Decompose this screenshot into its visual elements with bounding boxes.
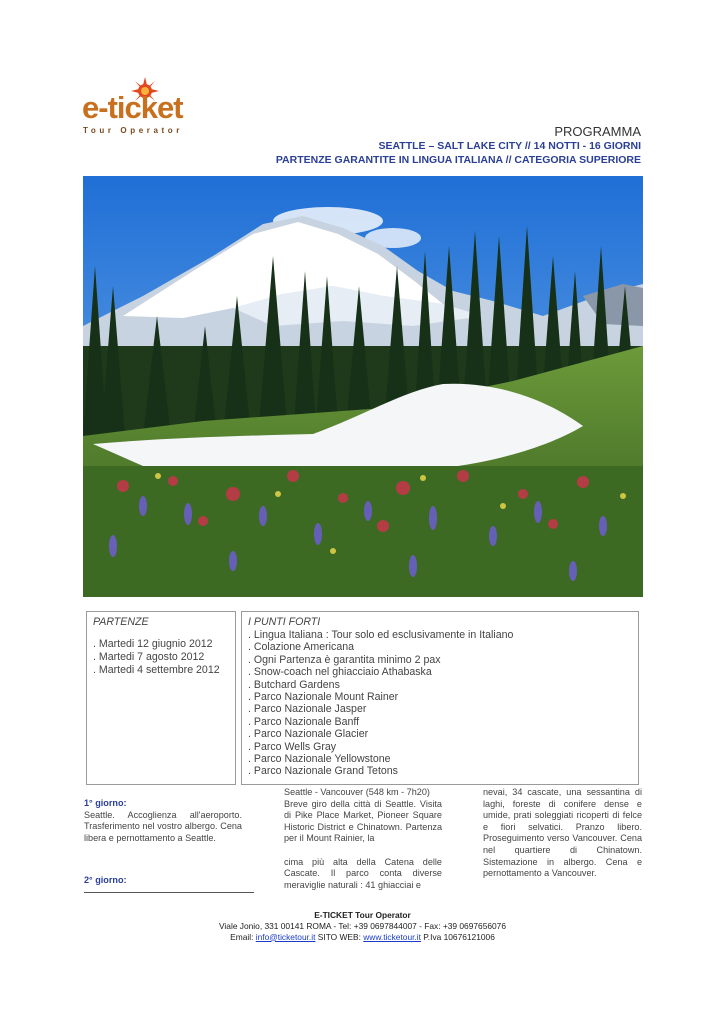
company-logo: [80, 72, 190, 142]
highlight-item: . Parco Nazionale Jasper: [248, 703, 367, 716]
site-label: SITO WEB:: [317, 931, 361, 942]
email-link[interactable]: info@ticketour.it: [255, 931, 316, 942]
vat-number: P.Iva 10676121006: [423, 931, 495, 942]
highlight-item: . Colazione Americana: [248, 641, 354, 654]
day-2-text-part-3: nevai, 34 cascate, una sessantina di laghi, foreste di conifere dense e umide, prati soleggiati ricoperti di felce e fiori selvatici. Pranzo libero. Proseguimento verso Vancouver. Cena nel quartiere di Chinatown. Sistemazione in albergo. Cena e pernottamento a Vancouver.: [483, 787, 642, 879]
highlights-title: I PUNTI FORTI: [248, 616, 321, 628]
departure-date: . Martedi 12 giugnio 2012: [93, 638, 213, 650]
highlight-item: . Parco Nazionale Mount Rainer: [248, 691, 399, 704]
day-2-text-part-1: Breve giro della città di Seattle. Visita di Pike Place Market, Pioneer Square Historic District e Chinatown. Partenza per il Mount Rainier, la: [284, 798, 442, 844]
day-2-text-part-2: cima più alta della Catena delle Cascate. Il parco conta diverse meraviglie naturali : 41 ghiacciai e: [284, 856, 442, 890]
itinerary-column-1: [84, 798, 242, 844]
highlights-box: [241, 611, 639, 785]
footer-contacts: [0, 932, 725, 943]
itinerary-column-2: [284, 787, 442, 891]
highlight-item: . Parco Nazionale Banff: [248, 715, 360, 728]
highlight-item: . Snow-coach nel ghiacciaio Athabaska: [248, 666, 432, 679]
logo-wordmark: e-ticket: [82, 90, 183, 125]
departures-title: PARTENZE: [93, 616, 149, 628]
itinerary-column-3: [483, 787, 642, 880]
highlight-item: . Parco Wells Gray: [248, 740, 337, 753]
email-label: Email:: [230, 931, 254, 942]
day-1-label: 1° giorno:: [84, 798, 127, 808]
highlight-item: . Parco Nazionale Glacier: [248, 728, 369, 741]
photo-illustration: [83, 176, 643, 597]
page-footer: [0, 910, 725, 942]
departures-box: [86, 611, 236, 785]
day-2-label: 2° giorno:: [84, 875, 127, 885]
footer-company: E-TICKET Tour Operator: [314, 910, 411, 920]
highlight-item: . Parco Nazionale Yellowstone: [248, 753, 391, 766]
tour-subtitle: SEATTLE – SALT LAKE CITY // 14 NOTTI - 16 GIORNI: [378, 140, 641, 152]
route-line: Seattle - Vancouver (548 km - 7h20): [284, 787, 430, 797]
paragraph-gap: [284, 845, 442, 857]
footnote-divider: [84, 892, 254, 893]
day-1-text: Seattle. Accoglienza all'aeroporto. Trasferimento nel vostro albergo. Cena libera e pernottamento a Seattle.: [84, 809, 242, 843]
logo-subline: Tour Operator: [83, 126, 183, 135]
departure-date: . Martedi 7 agosto 2012: [93, 651, 205, 663]
tour-guarantee-line: PARTENZE GARANTITE IN LINGUA ITALIANA // CATEGORIA SUPERIORE: [275, 154, 641, 166]
website-link[interactable]: www.ticketour.it: [363, 931, 421, 942]
highlight-item: . Parco Nazionale Grand Tetons: [248, 765, 398, 778]
mountain-meadow-photo: [83, 176, 643, 597]
departure-date: . Martedi 4 settembre 2012: [93, 664, 220, 676]
highlight-item: . Lingua Italiana : Tour solo ed esclusivamente in Italiano: [248, 629, 514, 641]
page-title: PROGRAMMA: [554, 124, 641, 139]
footer-address: Viale Jonio, 331 00141 ROMA - Tel: +39 0697844007 - Fax: +39 0697656076: [219, 920, 506, 931]
highlight-item: . Ogni Partenza è garantita minimo 2 pax: [248, 653, 441, 666]
highlight-item: . Butchard Gardens: [248, 678, 340, 691]
